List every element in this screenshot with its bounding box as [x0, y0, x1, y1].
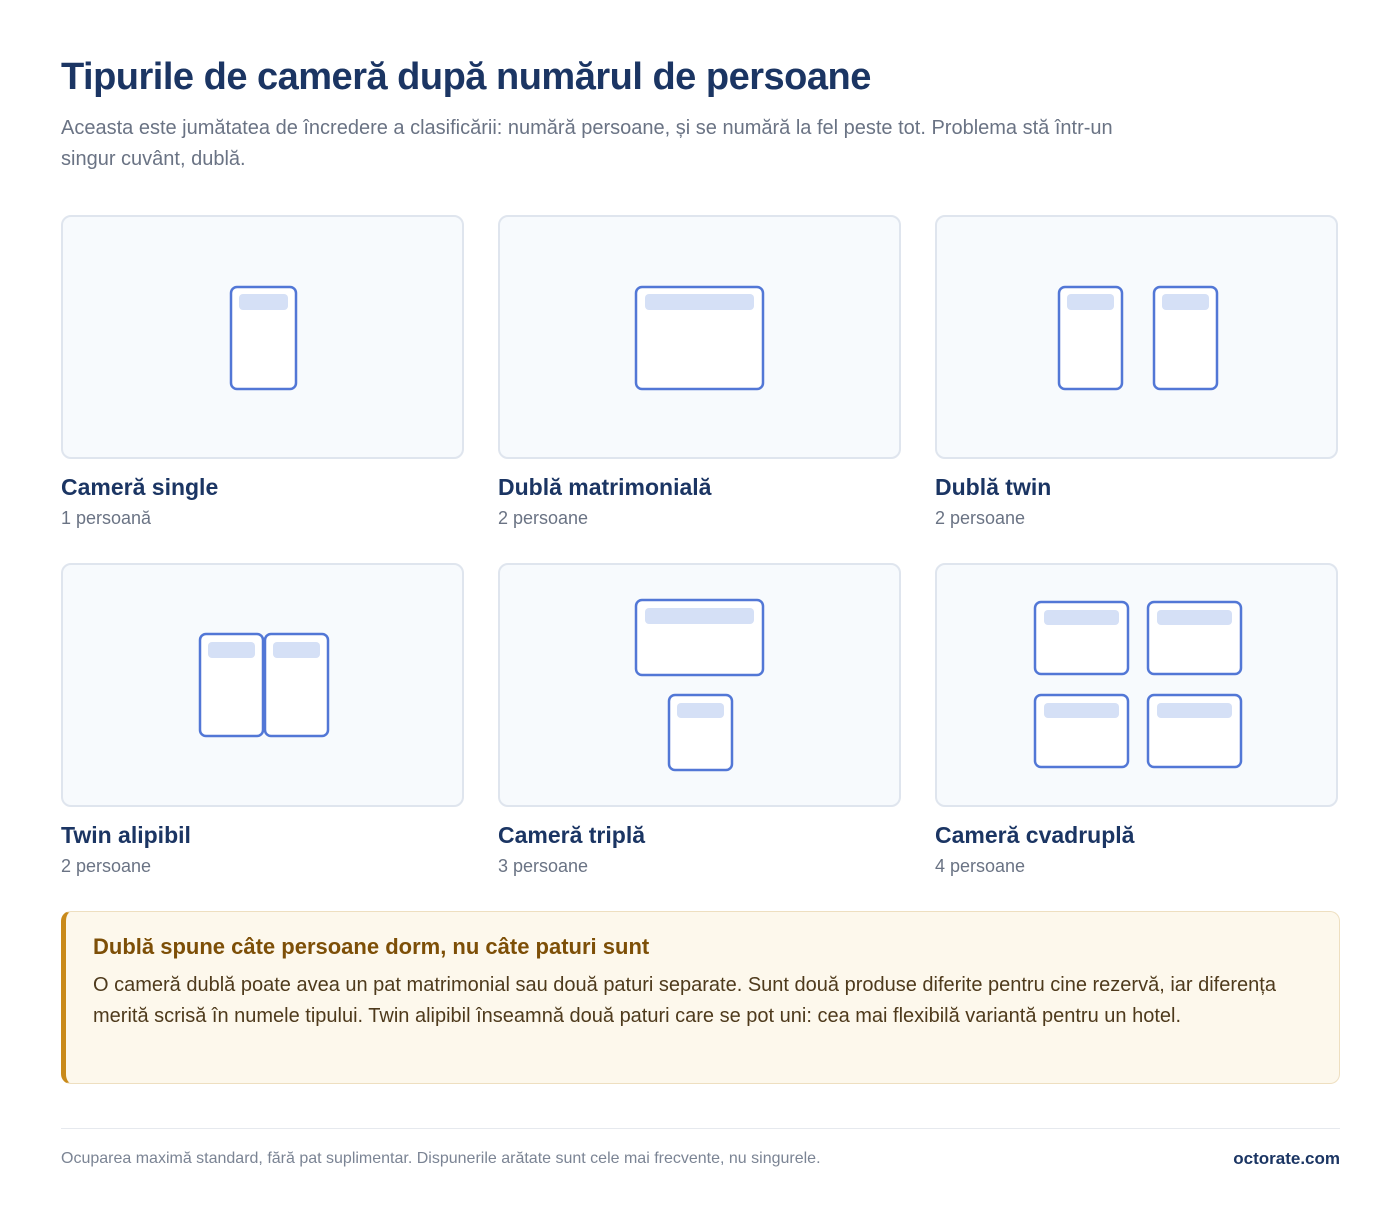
- room-illustration: [498, 563, 901, 807]
- room-illustration: [61, 215, 464, 459]
- room-illustration: [935, 215, 1338, 459]
- footer-divider: [61, 1128, 1340, 1129]
- room-capacity: 1 persoană: [61, 508, 152, 528]
- single-bed-icon: [63, 217, 462, 457]
- room-illustration: [935, 563, 1338, 807]
- brand-link[interactable]: octorate.com: [1233, 1149, 1340, 1168]
- page-title: Tipurile de cameră după numărul de persoane: [61, 56, 871, 98]
- double-bed-icon: [500, 217, 899, 457]
- room-capacity: 2 persoane: [61, 856, 152, 876]
- room-type-name: Cameră cvadruplă: [935, 822, 1135, 848]
- room-illustration: [498, 215, 901, 459]
- room-type-name: Dublă matrimonială: [498, 474, 712, 500]
- joinable-twin-beds-icon: [63, 565, 462, 805]
- info-callout: [61, 911, 1340, 1084]
- room-illustration: [61, 563, 464, 807]
- callout-title: Dublă spune câte persoane dorm, nu câte paturi sunt: [93, 934, 650, 959]
- room-capacity: 2 persoane: [498, 508, 589, 528]
- footnote: Ocuparea maximă standard, fără pat suplimentar. Dispunerile arătate sunt cele mai frecvente, nu singurele.: [61, 1150, 821, 1167]
- room-type-name: Cameră triplă: [498, 822, 646, 848]
- room-capacity: 4 persoane: [935, 856, 1026, 876]
- page-subtitle: Aceasta este jumătatea de încredere a clasificării: numără persoane, și se numără la fel peste tot. Problema stă într-un singur cuvânt, dublă.: [61, 117, 1113, 170]
- room-type-name: Dublă twin: [935, 474, 1052, 500]
- room-type-name: Twin alipibil: [61, 822, 191, 848]
- triple-beds-icon: [500, 565, 899, 805]
- room-type-name: Cameră single: [61, 474, 219, 500]
- quad-beds-icon: [937, 565, 1336, 805]
- callout-body: O cameră dublă poate avea un pat matrimonial sau două paturi separate. Sunt două produse diferite pentru cine rezervă, iar diferența merită scrisă în numele tipului. Twin alipibil înseamnă două paturi care se pot uni: cea mai flexibilă variantă pentru un hotel.: [93, 974, 1276, 1027]
- room-capacity: 2 persoane: [935, 508, 1026, 528]
- room-capacity: 3 persoane: [498, 856, 589, 876]
- twin-beds-icon: [937, 217, 1336, 457]
